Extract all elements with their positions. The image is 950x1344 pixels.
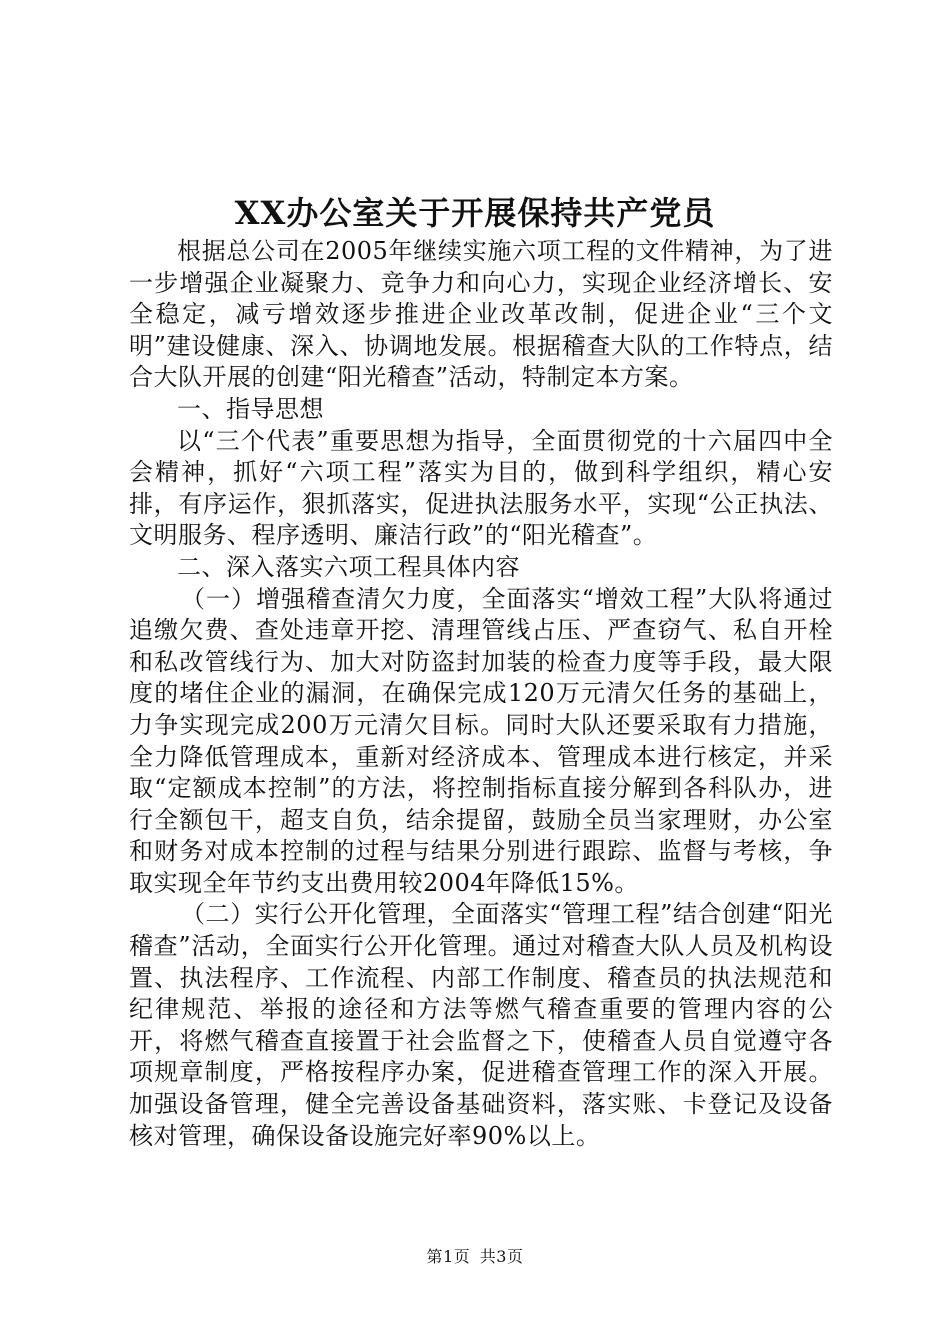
page-footer <box>0 1244 950 1267</box>
subsection-one-paragraph: （一）增强稽查清欠力度，全面落实“增效工程”大队将通过追缴欠费、查处违章开挖、清理管线占压、严查窃气、私自开栓和私改管线行为、加大对防盗封加装的检查力度等手段，最大限度的堵住企业的漏洞，在确保完成120万元清欠任务的基础上，力争实现完成200万元清欠目标。同时大队还要采取有力措施，全力降低管理成本，重新对经济成本、管理成本进行核定，并采取“定额成本控制”的方法，将控制指标直接分解到各科队办，进行全额包干，超支自负，结余提留，鼓励全员当家理财，办公室和财务对成本控制的过程与结果分别进行跟踪、监督与考核，争取实现全年节约支出费用较2004年降低15%。 <box>129 584 833 897</box>
section-heading-six-projects: 二、深入落实六项工程具体内容 <box>177 552 520 581</box>
document-body <box>129 236 833 1152</box>
page-number: 第1页 <box>426 1247 471 1266</box>
intro-paragraph: 根据总公司在2005年继续实施六项工程的文件精神，为了进一步增强企业凝聚力、竞争力和向心力，实现企业经济增长、安全稳定，减亏增效逐步推进企业改革改制，促进企业“三个文明”建设健康、深入、协调地发展。根据稽查大队的工作特点，结合大队开展的创建“阳光稽查”活动，特制定本方案。 <box>129 237 833 392</box>
document-title: XX办公室关于开展保持共产党员 <box>234 194 716 232</box>
section-heading-guiding-ideology: 一、指导思想 <box>177 394 324 423</box>
subsection-two-paragraph: （二）实行公开化管理，全面落实“管理工程”结合创建“阳光稽查”活动，全面实行公开化管理。通过对稽查大队人员及机构设置、执法程序、工作流程、内部工作制度、稽查员的执法规范和纪律规范、举报的途径和方法等燃气稽查重要的管理内容的公开，将燃气稽查直接置于社会监督之下，使稽查人员自觉遵守各项规章制度，严格按程序办案，促进稽查管理工作的深入开展。加强设备管理，健全完善设备基础资料，落实账、卡登记及设备核对管理，确保设备设施完好率90%以上。 <box>129 900 833 1150</box>
guiding-ideology-paragraph: 以“三个代表”重要思想为指导，全面贯彻党的十六届四中全会精神，抓好“六项工程”落实为目的，做到科学组织，精心安排，有序运作，狠抓落实，促进执法服务水平，实现“公正执法、文明服务、程序透明、廉洁行政”的“阳光稽查”。 <box>129 426 833 550</box>
page-total: 共3页 <box>479 1247 524 1266</box>
